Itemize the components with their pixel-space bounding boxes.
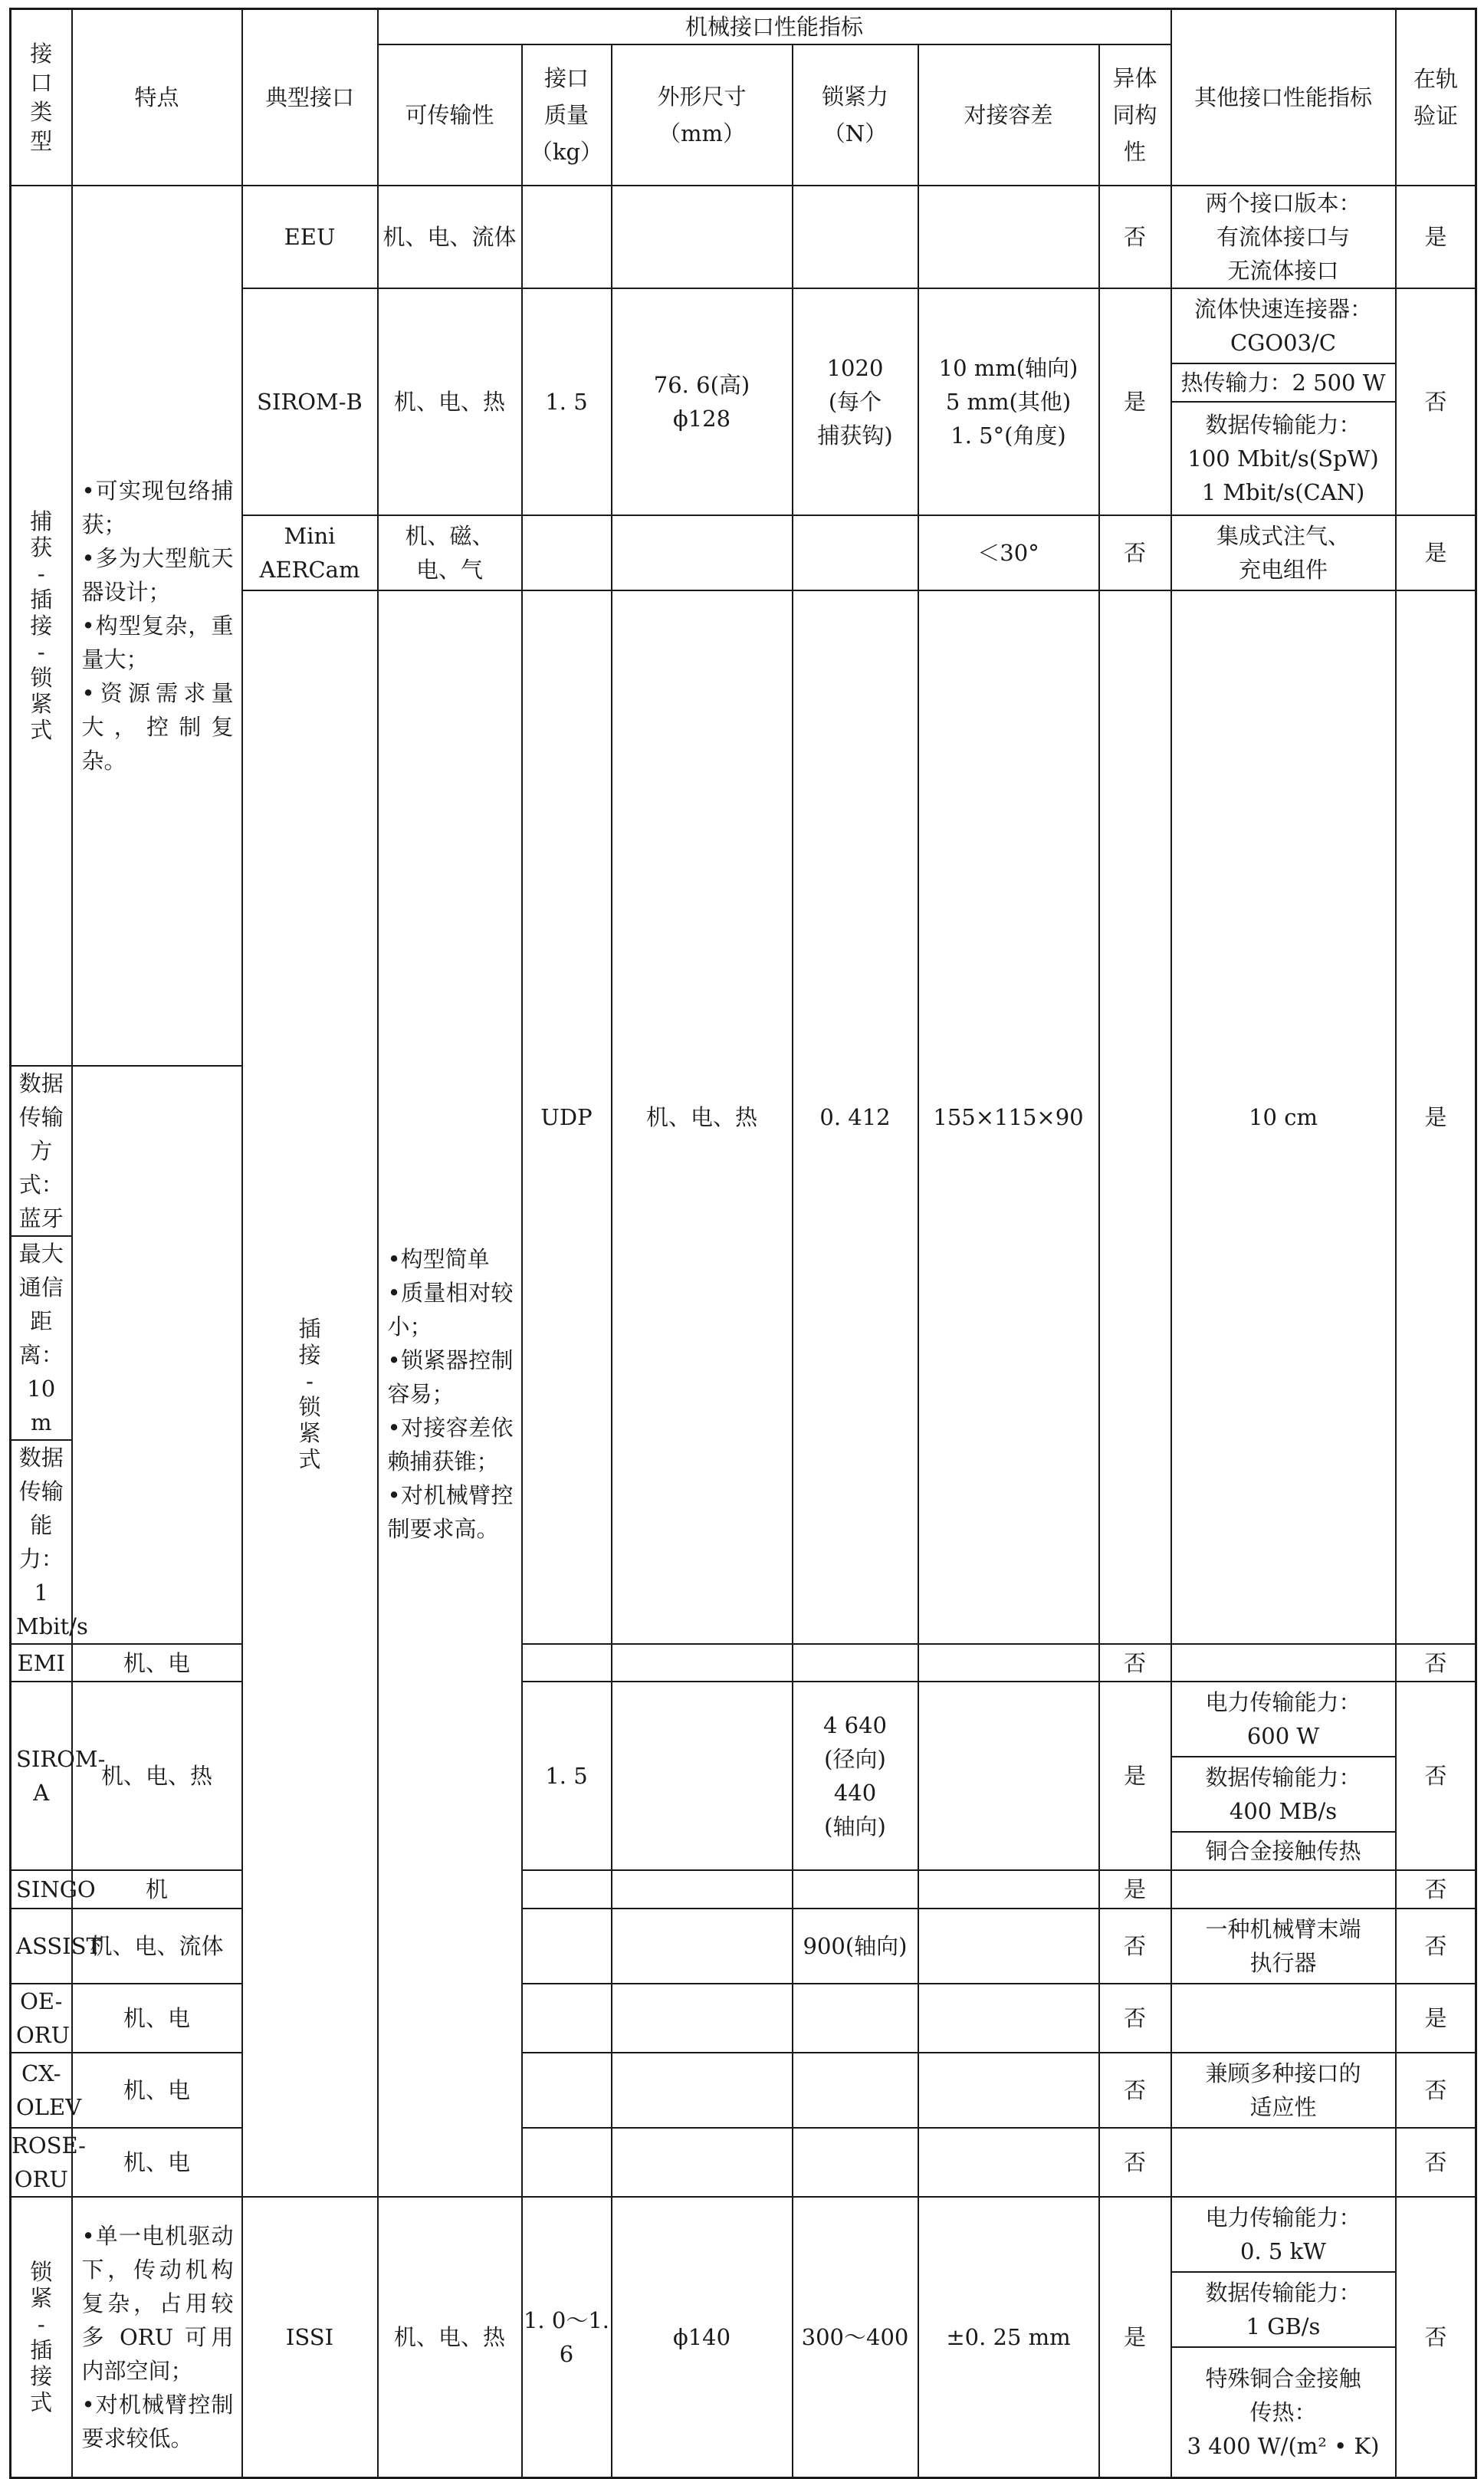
cell-tolerance: ＜30° — [918, 515, 1099, 590]
cell-force — [793, 2128, 918, 2197]
cell-force — [793, 186, 918, 288]
cell-other: 流体快速连接器： CGO03/C — [1171, 288, 1396, 363]
cell-other: 数据传输能力： 1 Mbit/s — [11, 1440, 72, 1644]
cell-transfer: 机、电、流体 — [72, 1909, 242, 1984]
cell-mass — [522, 186, 612, 288]
cell-name: SINGO — [11, 1870, 72, 1909]
cell-androgynous: 是 — [1099, 1682, 1171, 1870]
cell-androgynous: 否 — [1099, 2053, 1171, 2128]
cell-tolerance: 10 cm — [1171, 590, 1396, 1644]
cell-name: Mini AERCam — [242, 515, 378, 590]
cell-other: 数据传输能力： 1 GB/s — [1171, 2272, 1396, 2347]
cell-androgynous: 否 — [1099, 186, 1171, 288]
cell-force: 300～400 — [793, 2197, 918, 2477]
cell-other: 集成式注气、 充电组件 — [1171, 515, 1396, 590]
cell-tolerance — [918, 2053, 1099, 2128]
cell-mass: 1. 5 — [522, 1682, 612, 1870]
header-other-performance: 其他接口性能指标 — [1171, 9, 1396, 186]
cell-size: ϕ140 — [612, 2197, 793, 2477]
cell-androgynous: 否 — [1099, 515, 1171, 590]
table-row — [11, 2197, 1476, 2272]
header-locking-force: 锁紧力 （N） — [793, 44, 918, 186]
cell-verified: 是 — [1396, 186, 1476, 288]
cell-name: OE-ORU — [11, 1984, 72, 2053]
cell-size — [612, 2128, 793, 2197]
cell-force — [793, 1870, 918, 1909]
cell-androgynous: 是 — [1099, 288, 1171, 515]
header-interface-type: 接 口 类 型 — [11, 9, 72, 186]
header-androgynous: 异体 同构 性 — [1099, 44, 1171, 186]
cell-transfer: 机、电、流体 — [378, 186, 522, 288]
cell-force — [793, 2053, 918, 2128]
cell-verified: 否 — [1396, 1682, 1476, 1870]
group-type-lock: 锁 紧 - 插 接 式 — [11, 2197, 72, 2477]
cell-other — [1171, 1644, 1396, 1682]
cell-name: ASSIST — [11, 1909, 72, 1984]
cell-other: 数据传输能力： 100 Mbit/s(SpW) 1 Mbit/s(CAN) — [1171, 402, 1396, 515]
cell-other: 热传输力：2 500 W — [1171, 363, 1396, 402]
cell-verified: 否 — [1396, 2197, 1476, 2477]
cell-androgynous: 是 — [1099, 2197, 1171, 2477]
cell-mass — [522, 1644, 612, 1682]
cell-tolerance — [918, 1682, 1099, 1870]
cell-mass — [522, 1870, 612, 1909]
group-type-capture: 捕 获 - 插 接 - 锁 紧 式 — [11, 186, 72, 1066]
cell-other: 电力传输能力： 0. 5 kW — [1171, 2197, 1396, 2272]
cell-mass — [522, 1984, 612, 2053]
table-row — [11, 1870, 1476, 1909]
cell-verified: 否 — [1396, 1644, 1476, 1682]
cell-mass — [522, 515, 612, 590]
cell-name: EMI — [11, 1644, 72, 1682]
cell-transfer: 机、电 — [72, 2128, 242, 2197]
cell-name: CX-OLEV — [11, 2053, 72, 2128]
header-docking-tolerance: 对接容差 — [918, 44, 1099, 186]
cell-tolerance — [918, 2128, 1099, 2197]
table-row — [11, 2128, 1476, 2197]
cell-androgynous: 否 — [1099, 1984, 1171, 2053]
header-features: 特点 — [72, 9, 242, 186]
cell-force — [793, 1984, 918, 2053]
cell-transfer: 机、电、热 — [378, 2197, 522, 2477]
cell-size — [612, 1909, 793, 1984]
cell-size — [612, 2053, 793, 2128]
header-interface-mass: 接口 质量 （kg） — [522, 44, 612, 186]
cell-mass: 1. 5 — [522, 288, 612, 515]
cell-size — [612, 1870, 793, 1909]
header-row — [11, 9, 1476, 45]
cell-other — [1171, 1870, 1396, 1909]
cell-transfer: 机、电 — [72, 1984, 242, 2053]
cell-mass: 1. 0～1. 6 — [522, 2197, 612, 2477]
cell-other: 铜合金接触传热 — [1171, 1832, 1396, 1870]
cell-size — [612, 186, 793, 288]
cell-other: 一种机械臂末端 执行器 — [1171, 1909, 1396, 1984]
cell-force: 900(轴向) — [793, 1909, 918, 1984]
cell-force — [793, 1644, 918, 1682]
cell-tolerance — [918, 186, 1099, 288]
cell-name: ROSE-ORU — [11, 2128, 72, 2197]
cell-tolerance: ±0. 25 mm — [918, 2197, 1099, 2477]
cell-tolerance — [918, 1984, 1099, 2053]
cell-androgynous: 否 — [1099, 1644, 1171, 1682]
cell-force — [793, 515, 918, 590]
cell-other: 数据传输能力： 400 MB/s — [1171, 1757, 1396, 1832]
cell-androgynous: 是 — [1396, 590, 1476, 1644]
cell-other: 两个接口版本： 有流体接口与 无流体接口 — [1171, 186, 1396, 288]
cell-transfer: 机、磁、 电、气 — [378, 515, 522, 590]
cell-size: 155×115×90 — [918, 590, 1099, 1644]
cell-verified: 是 — [1396, 1984, 1476, 2053]
header-typical-interface: 典型接口 — [242, 9, 378, 186]
header-transferability: 可传输性 — [378, 44, 522, 186]
cell-name: SIROM-A — [11, 1682, 72, 1870]
group-type-plug: 插 接 - 锁 紧 式 — [242, 590, 378, 2197]
cell-other: 数据传输方式：蓝牙 — [11, 1066, 72, 1236]
cell-mass: 0. 412 — [793, 590, 918, 1644]
group-features-plug: •构型简单 •质量相对较小； •锁紧器控制容易； •对接容差依赖捕获锥； •对机械臂控制要求高。 — [378, 590, 522, 2197]
cell-transfer: 机 — [72, 1870, 242, 1909]
header-on-orbit-verified: 在轨 验证 — [1396, 9, 1476, 186]
table-row — [11, 186, 1476, 288]
table-row — [11, 1644, 1476, 1682]
cell-transfer: 机、电 — [72, 1644, 242, 1682]
cell-transfer: 机、电、热 — [72, 1682, 242, 1870]
table-row — [11, 1682, 1476, 1757]
table-row — [11, 1984, 1476, 2053]
cell-other: 最大通信距离：10 m — [11, 1236, 72, 1440]
cell-other: 电力传输能力： 600 W — [1171, 1682, 1396, 1757]
cell-androgynous: 否 — [1099, 2128, 1171, 2197]
cell-other: 特殊铜合金接触 传热： 3 400 W/(m² • K) — [1171, 2347, 1396, 2477]
cell-verified: 否 — [1396, 1870, 1476, 1909]
cell-transfer: 机、电、热 — [612, 590, 793, 1644]
cell-size: 76. 6(高) ϕ128 — [612, 288, 793, 515]
cell-size — [612, 515, 793, 590]
cell-verified: 否 — [1396, 2128, 1476, 2197]
cell-name: EEU — [242, 186, 378, 288]
cell-verified: 是 — [1396, 515, 1476, 590]
cell-mass — [522, 2053, 612, 2128]
cell-verified: 否 — [1396, 2053, 1476, 2128]
cell-size — [612, 1682, 793, 1870]
table-row — [11, 1909, 1476, 1984]
cell-size — [612, 1984, 793, 2053]
cell-verified: 否 — [1396, 288, 1476, 515]
cell-tolerance — [918, 1644, 1099, 1682]
group-features-capture: •可实现包络捕获； •多为大型航天器设计； •构型复杂，重量大； •资源需求量大，控制复杂。 — [72, 186, 242, 1066]
cell-mass — [522, 2128, 612, 2197]
interface-comparison-table — [9, 8, 1477, 2479]
cell-other — [1171, 2128, 1396, 2197]
header-outline-size: 外形尺寸 （mm） — [612, 44, 793, 186]
cell-name: ISSI — [242, 2197, 378, 2477]
cell-mass — [522, 1909, 612, 1984]
cell-transfer: 机、电 — [72, 2053, 242, 2128]
cell-other — [1171, 1984, 1396, 2053]
table-row — [11, 2053, 1476, 2128]
cell-tolerance — [918, 1909, 1099, 1984]
group-features-lock: •单一电机驱动下，传动机构复杂，占用较多 ORU 可用内部空间； •对机械臂控制要求较低。 — [72, 2197, 242, 2477]
cell-force: 1020 (每个 捕获钩) — [793, 288, 918, 515]
cell-androgynous: 是 — [1099, 1870, 1171, 1909]
cell-force: 4 640 (径向) 440 (轴向) — [793, 1682, 918, 1870]
cell-name: SIROM-B — [242, 288, 378, 515]
cell-androgynous: 否 — [1099, 1909, 1171, 1984]
cell-other: 兼顾多种接口的 适应性 — [1171, 2053, 1396, 2128]
cell-force — [1099, 590, 1171, 1644]
cell-size — [612, 1644, 793, 1682]
header-mechanical-performance: 机械接口性能指标 — [378, 9, 1171, 45]
cell-verified: 否 — [1396, 1909, 1476, 1984]
cell-tolerance: 10 mm(轴向) 5 mm(其他) 1. 5°(角度) — [918, 288, 1099, 515]
cell-tolerance — [918, 1870, 1099, 1909]
cell-transfer: 机、电、热 — [378, 288, 522, 515]
cell-name: UDP — [522, 590, 612, 1644]
